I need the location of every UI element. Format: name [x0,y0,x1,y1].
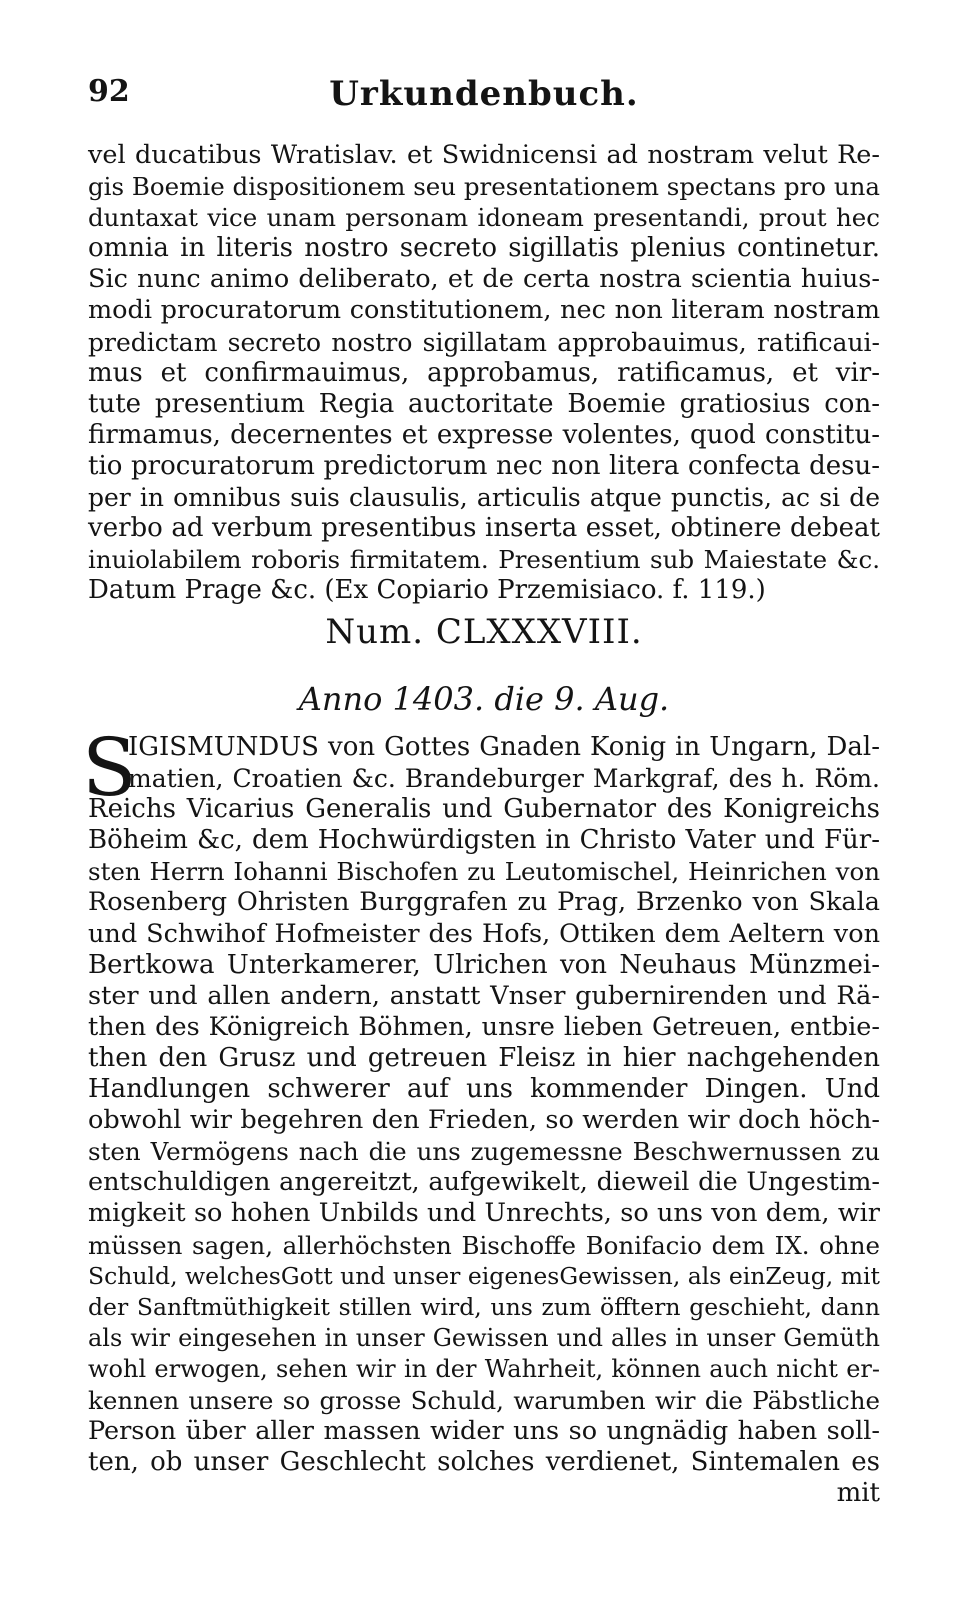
entry-date: Anno 1403. die 9. Aug. [298,680,670,718]
text-line: entschuldigen angereitzt, aufgewikelt, dieweil die Ungestim- [88,1167,880,1198]
text-line: tio procuratorum predictorum nec non litera confecta desu- [88,450,880,481]
text-line: und Schwihof Hofmeister des Hofs, Ottiken dem Aeltern von [88,918,880,949]
text-line: gis Boemie dispositionem seu presentationem spectans pro una [88,172,880,202]
text-line: der Sanftmüthigkeit stillen wird, uns zum öfftern geschieht, dann [88,1292,880,1321]
text-line: IGISMUNDUS von Gottes Gnaden Konig in Ungarn, Dal- [128,732,880,762]
text-line: Böheim &c, dem Hochwürdigsten in Christo Vater und Für- [88,825,880,856]
text-line: inuiolabilem roboris firmitatem. Presentium sub Maiestate &c. [88,545,880,575]
page-number: 92 [88,74,130,109]
previous-document-text [88,140,880,606]
text-line: ten, ob unser Geschlecht solches verdienet, Sintemalen es [88,1447,880,1478]
text-line: modi procuratorum constitutionem, nec non literam nostram [88,295,880,326]
dating-clause: Datum Prage &c. (Ex Copiario Przemisiaco. f. 119.) [88,575,766,606]
text-line: als wir eingesehen in unser Gewissen und alles in unser Gemüth [88,1323,880,1352]
text-line: firmamus, decernentes et expresse volentes, quod constitu- [88,419,880,450]
entry-number: Num. CLXXXVIII. [325,612,643,652]
text-line: mus et confirmauimus, approbamus, ratificamus, et vir- [88,357,880,388]
text-line: Rosenberg Ohristen Burggrafen zu Prag, Brzenko von Skala [88,887,880,918]
catchword: mit [836,1478,880,1509]
text-line: Schuld, welchesGott und unser eigenesGewissen, als einZeug, mit [88,1261,880,1290]
text-line: Person über aller massen wider uns so ungnädig haben soll- [88,1416,880,1447]
text-line: then des Königreich Böhmen, unsre lieben Getreuen, entbie- [88,1011,880,1042]
entry-body-text [88,732,880,1509]
text-line: migkeit so hohen Unbilds und Unrechts, so uns von dem, wir [88,1198,880,1229]
text-line: wohl erwogen, sehen wir in der Wahrheit, können auch nicht er- [88,1354,880,1383]
text-line: duntaxat vice unam personam idoneam presentandi, prout hec [88,203,880,233]
text-line: Handlungen schwerer auf uns kommender Dingen. Und [88,1074,880,1105]
text-line: per in omnibus suis clausulis, articulis atque punctis, ac si de [88,483,880,513]
text-line: then den Grusz und getreuen Fleisz in hier nachgehenden [88,1042,880,1073]
text-line: kennen unsere so grosse Schuld, warumben wir die Päbstliche [88,1385,880,1415]
text-line: sten Herrn Iohanni Bischofen zu Leutomischel, Heinrichen von [88,857,880,887]
text-line: müssen sagen, allerhöchsten Bischoffe Bonifacio dem IX. ohne [88,1230,880,1260]
drop-cap: S [82,721,137,814]
text-line: tute presentium Regia auctoritate Boemie gratiosius con- [88,388,880,419]
text-line: obwohl wir begehren den Frieden, so werden wir doch höch- [88,1105,880,1136]
text-line: ster und allen andern, anstatt Vnser gubernirenden und Rä- [88,980,880,1011]
text-line: verbo ad verbum presentibus inserta esset, obtinere debeat [88,513,880,544]
text-line: sten Vermögens nach die uns zugemessne Beschwernussen zu [88,1137,880,1167]
book-page [82,0,880,1601]
text-line: vel ducatibus Wratislav. et Swidnicensi ad nostram velut Re- [88,140,880,170]
text-line: Bertkowa Unterkamerer, Ulrichen von Neuhaus Münzmei- [88,949,880,980]
text-line: omnia in literis nostro secreto sigillatis plenius continetur. [88,233,880,264]
text-line: matien, Croatien &c. Brandeburger Markgraf, des h. Röm. [128,764,880,794]
text-line: Reichs Vicarius Generalis und Gubernator des Konigreichs [88,794,880,825]
running-head [88,74,880,122]
text-line: predictam secreto nostro sigillatam approbauimus, ratificaui- [88,327,880,357]
text-line: Sic nunc animo deliberato, et de certa nostra scientia huius- [88,264,880,295]
running-title: Urkundenbuch. [329,74,639,114]
